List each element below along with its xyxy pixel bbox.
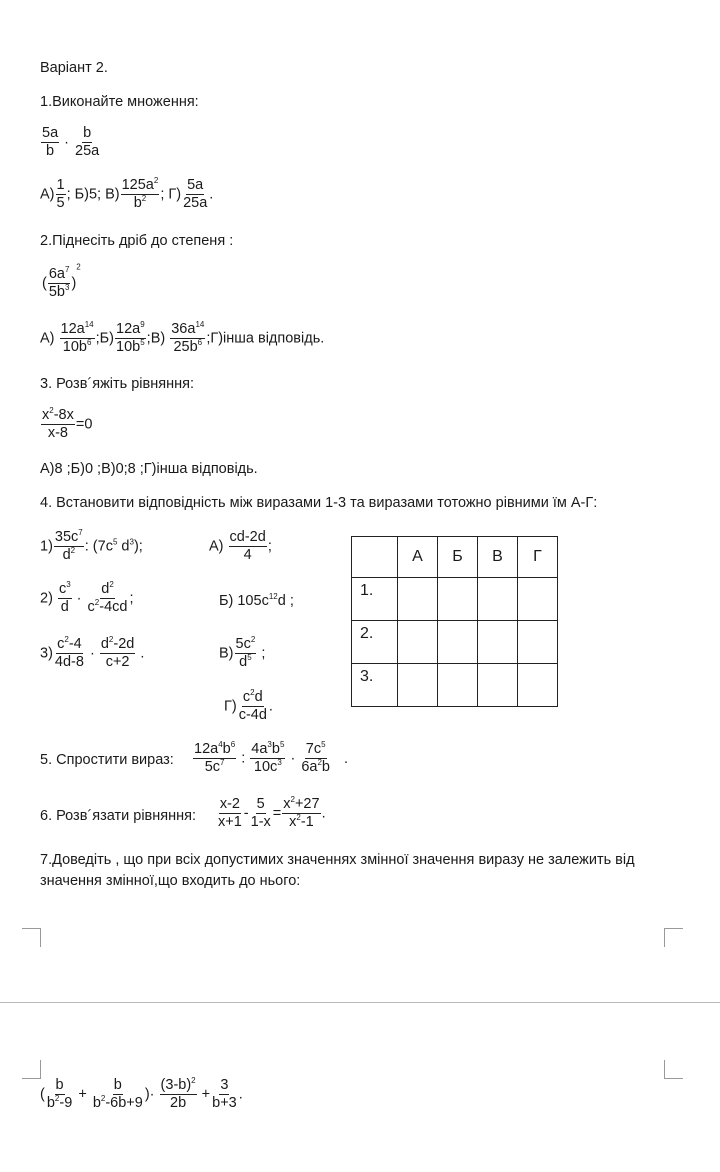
q6-title: 6. Розв´язати рівняння: [40,808,196,824]
q4-item-3-a-den: 4d-8 [54,654,84,671]
q1-fraction1-denominator: b [46,143,55,160]
answer-cell[interactable] [438,621,478,664]
q4-option-g [224,690,273,723]
q4-option-b: Б) $105c^{12}d$ ; [219,592,294,609]
q2-option-a-num: $12a^{14}$ [60,322,95,339]
q4-item-2-end: ; [129,590,134,607]
q6-f2-num: 5 [256,797,266,814]
q2-open-paren: ( [42,275,47,292]
q7-plus: + [78,1086,87,1103]
q5-op1: : [241,750,246,767]
answer-table-header-row [352,537,558,578]
q7-f1-num: b [55,1078,65,1095]
q7-line2: значення змінної,що входить до нього: [40,873,301,889]
page-separator [0,1002,720,1003]
q1-option-g-num: 5a [186,178,204,195]
q7-close-paren: )· [144,1086,155,1103]
q2-title: 2.Піднесіть дріб до степеня : [40,233,234,249]
q4-item-1-num: $35c^7$ [54,530,84,547]
q2-expression [42,262,81,301]
q4-item-3 [40,637,144,670]
q2-option-a-label: А) [40,330,55,347]
answer-cell[interactable] [478,621,518,664]
q4-item-2 [40,582,134,615]
answer-cell[interactable] [518,621,558,664]
q4-item-2-a-den: d [60,599,69,616]
q1-dot: · [64,134,70,151]
q4-option-v-end: ; [261,645,266,662]
q4-option-v-label: В) [219,645,234,662]
page-corner-mark [664,928,683,947]
answer-table-header: Г [518,537,558,578]
q2-num: $6a^7$ [48,267,71,284]
q4-item-3-dot: · [89,645,95,662]
q4-item-1-rest: : (7c [84,538,113,555]
q1-option-g-label: ; Г) [160,186,182,203]
q2-option-v-label: ;В) [146,330,166,347]
q1-title: 1.Виконайте множення: [40,94,199,110]
q4-option-g-num: $c^2d$ [242,690,264,707]
q7-f3-num: $(3-b)^2$ [160,1078,197,1095]
q4-item-3-label: 3) [40,645,53,662]
q1-option-a-num: 1 [56,178,66,195]
q4-item-3-b-den: c+2 [105,654,130,671]
q4-item-3-end: . [140,645,145,662]
q4-option-a-den: 4 [243,547,252,564]
answer-table-row-label: 3. [352,664,398,707]
answer-table-header: В [478,537,518,578]
q1-option-g-den: 25a [183,195,208,212]
q7-f2-num: b [113,1078,123,1095]
q1-fraction2-numerator: b [82,126,92,143]
page-corner-mark [22,1060,41,1079]
q4-option-g-den: c-4d [238,707,267,724]
q4-option-g-label: Г) [224,698,237,715]
q5-title: 5. Спростити вираз: [40,752,174,768]
q2-answers [40,322,324,355]
q6-f1-num: x-2 [219,797,241,814]
q4-item-2-b-den: $c^2-4cd$ [87,598,128,616]
q5-f3-den: $6a^2b$ [301,758,330,776]
q2-close-paren: ) [71,275,77,292]
answer-cell[interactable] [478,578,518,621]
q2-option-g: ;Г)інша відповідь. [206,330,325,347]
q1-option-v-den: $b^2$ [133,194,147,212]
answer-table-corner [352,537,398,578]
answer-table-header: А [398,537,438,578]
q7-f4-den: b+3 [212,1095,237,1112]
q5-end: . [344,750,349,767]
q4-option-a-end: ; [267,538,272,555]
q4-item-1-den: $d^2$ [62,546,76,564]
q4-item-2-b-num: $d^2$ [100,582,115,599]
q3-answers: А)8 ;Б)0 ;В)0;8 ;Г)інша відповідь. [40,461,258,477]
answer-cell[interactable] [518,664,558,707]
page-corner-mark [664,1060,683,1079]
q3-den: x-8 [47,425,68,442]
q2-option-a-den: $10b^6$ [62,338,92,356]
q7-end: . [238,1086,243,1103]
q7-f4-num: 3 [219,1078,229,1095]
answer-cell[interactable] [398,621,438,664]
q7-f3-den: 2b [170,1095,187,1112]
answer-cell[interactable] [438,578,478,621]
q2-power: 2 [76,262,81,272]
q6-op: - [243,805,249,822]
answer-table-row-label: 1. [352,578,398,621]
q3-expression [40,408,92,441]
q4-option-v-num: $5c^2$ [235,637,257,654]
answer-table-row [352,621,558,664]
q4-title: 4. Встановити відповідність між виразами 1-3 та виразами тотожно рівними їм А-Г: [40,495,598,511]
q4-item-2-a-num: $c^3$ [58,582,72,599]
q4-item-1: 1) $\frac{35c^7}{d^2}$ : ($7c^5$ $d^3$); [40,528,143,564]
q5-f1-num: $12a^4b^6$ [193,742,236,759]
q2-option-v-num: $36a^{14}$ [170,322,205,339]
q6-expression [216,797,326,830]
q4-item-3-a-num: $c^2-4$ [56,637,83,654]
q1-end: . [209,186,214,203]
q7-f2-den: $b^2-6b+9$ [92,1094,143,1112]
q3-rhs: =0 [75,416,93,433]
q5-f3-num: $7c^5$ [305,742,327,759]
q4-option-g-end: . [268,698,273,715]
q1-fraction1-numerator: 5a [41,126,59,143]
q6-eq: = [272,805,282,822]
q3-title: 3. Розв´яжіть рівняння: [40,376,194,392]
q1-option-a-den: 5 [56,195,65,212]
answer-table-row [352,578,558,621]
q2-den: $5b^3$ [48,283,70,301]
q5-f2-den: $10c^3$ [253,758,282,776]
answer-table-header: Б [438,537,478,578]
q5-expression [192,742,348,775]
q4-option-a-label: А) [209,538,224,555]
q6-f2-den: 1-x [250,814,271,831]
q4-option-v [219,637,265,670]
q4-option-a [209,530,272,563]
q2-option-b-num: $12a^9$ [115,322,146,339]
answer-cell[interactable] [438,664,478,707]
q1-expression [40,126,101,159]
q7-plus2: + [201,1086,211,1103]
q4-option-v-den: $d^5$ [239,653,252,671]
q1-answers [40,178,213,211]
answer-cell[interactable] [398,578,438,621]
q3-num: $x^2-8x$ [41,408,75,425]
q6-f1-den: x+1 [218,814,242,831]
q2-option-b-label: ;Б) [95,330,115,347]
q4-item-2-dot: · [76,590,82,607]
q5-f2-num: $4a^3b^5$ [250,742,285,759]
q6-end: . [321,805,326,822]
q2-option-v-den: $25b^6$ [173,338,203,356]
q5-f1-den: $5c^7$ [204,758,225,776]
q4-item-2-label: 2) [40,590,53,607]
q4-item-1-label: 1) [40,538,53,555]
q7-expression [40,1078,243,1111]
answer-cell[interactable] [478,664,518,707]
q1-option-v-num: $125a^2$ [121,178,160,195]
page-corner-mark [22,928,41,947]
answer-table-row-label: 2. [352,621,398,664]
answer-cell[interactable] [398,664,438,707]
q1-option-a-label: А) [40,186,55,203]
q1-option-b: ; Б)5; В) [66,186,120,203]
q6-f3-den: $x^2-1$ [289,813,314,831]
q7-line1: 7.Доведіть , що при всіх допустимих значеннях змінної значення виразу не залежить від [40,852,635,868]
variant-title: Варіант 2. [40,60,108,76]
answer-table-row [352,664,558,707]
q6-f3-num: $x^2+27$ [282,797,320,814]
q5-op2: · [290,750,296,767]
answer-table [351,536,558,707]
answer-cell[interactable] [518,578,558,621]
q2-option-b-den: $10b^5$ [116,338,145,356]
q4-option-a-num: cd-2d [229,530,267,547]
q4-item-3-b-num: $d^2-2d$ [100,637,136,654]
q1-fraction2-denominator: 25a [75,143,100,160]
q7-open-paren: ( [40,1086,45,1103]
q7-f1-den: $b^2-9$ [46,1094,73,1112]
